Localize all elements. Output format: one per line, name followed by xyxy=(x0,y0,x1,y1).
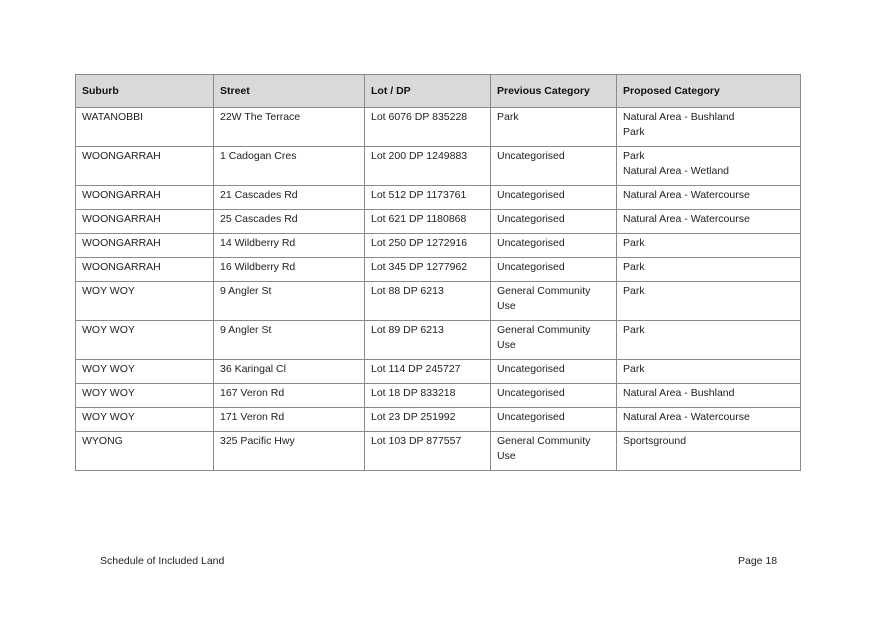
header-suburb: Suburb xyxy=(76,75,214,108)
proposed-category-line: Sportsground xyxy=(623,435,687,447)
proposed-category-line: Park xyxy=(623,261,645,273)
cell-previous-category: Uncategorised xyxy=(491,234,617,258)
cell-lot-dp: Lot 512 DP 1173761 xyxy=(365,186,491,210)
cell-proposed-category xyxy=(617,234,801,258)
cell-proposed-category xyxy=(617,408,801,432)
proposed-category-line: Park xyxy=(623,126,645,138)
cell-street: 25 Cascades Rd xyxy=(214,210,365,234)
cell-lot-dp: Lot 250 DP 1272916 xyxy=(365,234,491,258)
cell-previous-category: General Community Use xyxy=(491,321,617,360)
cell-street: 14 Wildberry Rd xyxy=(214,234,365,258)
cell-previous-category: Uncategorised xyxy=(491,186,617,210)
cell-suburb: WOY WOY xyxy=(76,282,214,321)
cell-street: 36 Karingal Cl xyxy=(214,360,365,384)
cell-previous-category: Uncategorised xyxy=(491,258,617,282)
cell-street: 171 Veron Rd xyxy=(214,408,365,432)
cell-street: 9 Angler St xyxy=(214,282,365,321)
cell-proposed-category xyxy=(617,108,801,147)
table-row xyxy=(76,432,801,471)
table-row xyxy=(76,210,801,234)
header-proposed-category: Proposed Category xyxy=(617,75,801,108)
included-land-table xyxy=(75,74,801,471)
cell-proposed-category xyxy=(617,432,801,471)
cell-lot-dp: Lot 103 DP 877557 xyxy=(365,432,491,471)
proposed-category-line: Park xyxy=(623,363,645,375)
cell-street: 167 Veron Rd xyxy=(214,384,365,408)
cell-previous-category: Uncategorised xyxy=(491,384,617,408)
cell-suburb: WOONGARRAH xyxy=(76,258,214,282)
cell-street: 21 Cascades Rd xyxy=(214,186,365,210)
cell-suburb: WOONGARRAH xyxy=(76,186,214,210)
cell-street: 16 Wildberry Rd xyxy=(214,258,365,282)
table-row xyxy=(76,186,801,210)
table-row xyxy=(76,321,801,360)
proposed-category-line: Natural Area - Watercourse xyxy=(623,411,750,423)
proposed-category-line: Park xyxy=(623,285,645,297)
table-row xyxy=(76,384,801,408)
cell-proposed-category xyxy=(617,282,801,321)
table-row xyxy=(76,282,801,321)
proposed-category-line: Natural Area - Bushland xyxy=(623,111,735,123)
cell-proposed-category xyxy=(617,147,801,186)
cell-suburb: WATANOBBI xyxy=(76,108,214,147)
cell-previous-category: Uncategorised xyxy=(491,360,617,384)
proposed-category-line: Park xyxy=(623,324,645,336)
table-header-row xyxy=(76,75,801,108)
proposed-category-line: Natural Area - Watercourse xyxy=(623,189,750,201)
cell-street: 325 Pacific Hwy xyxy=(214,432,365,471)
header-lot-dp: Lot / DP xyxy=(365,75,491,108)
cell-previous-category: Uncategorised xyxy=(491,147,617,186)
cell-proposed-category xyxy=(617,384,801,408)
table-row xyxy=(76,234,801,258)
proposed-category-line: Park xyxy=(623,150,645,162)
header-street: Street xyxy=(214,75,365,108)
page-number: Page 18 xyxy=(738,555,778,567)
cell-lot-dp: Lot 89 DP 6213 xyxy=(365,321,491,360)
table-body xyxy=(76,108,801,471)
cell-proposed-category xyxy=(617,210,801,234)
cell-proposed-category xyxy=(617,186,801,210)
table-row xyxy=(76,360,801,384)
cell-lot-dp: Lot 200 DP 1249883 xyxy=(365,147,491,186)
cell-lot-dp: Lot 6076 DP 835228 xyxy=(365,108,491,147)
cell-lot-dp: Lot 88 DP 6213 xyxy=(365,282,491,321)
cell-suburb: WOONGARRAH xyxy=(76,210,214,234)
cell-suburb: WOONGARRAH xyxy=(76,234,214,258)
cell-previous-category: Park xyxy=(491,108,617,147)
footer-title: Schedule of Included Land xyxy=(100,555,225,567)
table-row xyxy=(76,147,801,186)
cell-suburb: WOY WOY xyxy=(76,408,214,432)
cell-proposed-category xyxy=(617,360,801,384)
header-previous-category: Previous Category xyxy=(491,75,617,108)
cell-previous-category: Uncategorised xyxy=(491,210,617,234)
cell-lot-dp: Lot 621 DP 1180868 xyxy=(365,210,491,234)
table-row xyxy=(76,258,801,282)
cell-previous-category: General Community Use xyxy=(491,432,617,471)
cell-proposed-category xyxy=(617,258,801,282)
cell-previous-category: Uncategorised xyxy=(491,408,617,432)
cell-suburb: WOONGARRAH xyxy=(76,147,214,186)
cell-suburb: WOY WOY xyxy=(76,384,214,408)
cell-suburb: WOY WOY xyxy=(76,321,214,360)
cell-suburb: WYONG xyxy=(76,432,214,471)
cell-suburb: WOY WOY xyxy=(76,360,214,384)
cell-proposed-category xyxy=(617,321,801,360)
cell-street: 1 Cadogan Cres xyxy=(214,147,365,186)
cell-street: 9 Angler St xyxy=(214,321,365,360)
cell-street: 22W The Terrace xyxy=(214,108,365,147)
cell-lot-dp: Lot 23 DP 251992 xyxy=(365,408,491,432)
proposed-category-line: Natural Area - Watercourse xyxy=(623,213,750,225)
proposed-category-line: Natural Area - Wetland xyxy=(623,165,730,177)
cell-lot-dp: Lot 114 DP 245727 xyxy=(365,360,491,384)
cell-lot-dp: Lot 18 DP 833218 xyxy=(365,384,491,408)
proposed-category-line: Park xyxy=(623,237,645,249)
cell-previous-category: General Community Use xyxy=(491,282,617,321)
proposed-category-line: Natural Area - Bushland xyxy=(623,387,735,399)
cell-lot-dp: Lot 345 DP 1277962 xyxy=(365,258,491,282)
table-row xyxy=(76,408,801,432)
table-row xyxy=(76,108,801,147)
